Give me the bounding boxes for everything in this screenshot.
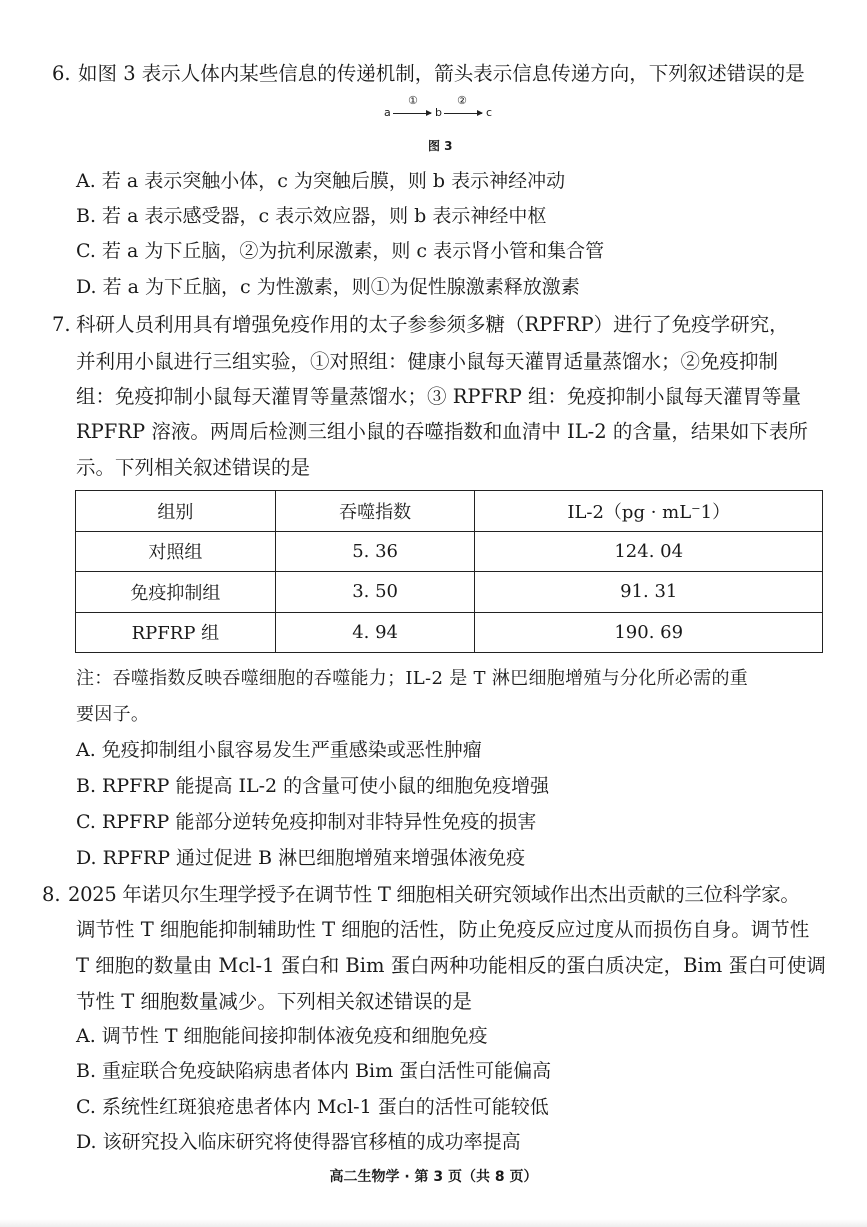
table-header: IL-2（pg · mL⁻1） <box>475 491 823 532</box>
table-cell: RPFRP 组 <box>76 612 276 653</box>
q6-option-d: D. 若 a 为下丘脑，c 为性激素，则①为促性腺激素释放激素 <box>76 276 580 298</box>
table-header: 吞噬指数 <box>275 491 475 532</box>
q7-option-d: D. RPFRP 通过促进 B 淋巴细胞增殖来增强体液免疫 <box>76 847 526 869</box>
table-cell: 3. 50 <box>275 572 475 613</box>
q8-option-c: C. 系统性红斑狼疮患者体内 Mcl-1 蛋白的活性可能较低 <box>76 1096 549 1118</box>
q6-option-b: B. 若 a 表示感受器，c 表示效应器，则 b 表示神经中枢 <box>76 205 547 227</box>
figure-arrow2-label: ② <box>457 94 467 107</box>
q8-option-a: A. 调节性 T 细胞能间接抑制体液免疫和细胞免疫 <box>76 1025 488 1047</box>
table-cell: 对照组 <box>76 531 276 572</box>
q7-option-c: C. RPFRP 能部分逆转免疫抑制对非特异性免疫的损害 <box>76 811 537 833</box>
table-cell: 190. 69 <box>475 612 823 653</box>
q7-option-b: B. RPFRP 能提高 IL-2 的含量可使小鼠的细胞免疫增强 <box>76 775 550 797</box>
figure-node-b: b <box>435 106 442 119</box>
results-table <box>75 490 823 653</box>
q7-note-line: 注：吞噬指数反映吞噬细胞的吞噬能力；IL-2 是 T 淋巴细胞增殖与分化所必需的重 <box>76 668 749 689</box>
q8-stem-line: 调节性 T 细胞能抑制辅助性 T 细胞的活性，防止免疫反应过度从而损伤自身。调节性 <box>76 918 810 941</box>
figure-node-c: c <box>486 106 493 119</box>
q6-stem: 如图 3 表示人体内某些信息的传递机制，箭头表示信息传递方向，下列叙述错误的是 <box>78 62 805 85</box>
q6-figure <box>378 94 498 128</box>
arrow-icon <box>444 113 482 114</box>
q6-number: 6. <box>52 62 71 85</box>
q8-option-b: B. 重症联合免疫缺陷病患者体内 Bim 蛋白活性可能偏高 <box>76 1060 552 1082</box>
q8-option-d: D. 该研究投入临床研究将使得器官移植的成功率提高 <box>76 1131 521 1153</box>
q7-stem-line: 科研人员利用具有增强免疫作用的太子参参须多糖（RPFRP）进行了免疫学研究， <box>76 313 789 336</box>
q7-option-a: A. 免疫抑制组小鼠容易发生严重感染或恶性肿瘤 <box>76 739 482 761</box>
table-header-row <box>76 491 823 532</box>
table-cell: 5. 36 <box>275 531 475 572</box>
table-cell: 124. 04 <box>475 531 823 572</box>
table-row <box>76 531 823 572</box>
q8-stem-line: 2025 年诺贝尔生理学授予在调节性 T 细胞相关研究领域作出杰出贡献的三位科学家。 <box>68 883 800 906</box>
figure-arrow1-label: ① <box>408 94 418 107</box>
page-edge-shadow <box>0 1219 867 1227</box>
table-cell: 91. 31 <box>475 572 823 613</box>
page-footer: 高二生物学 · 第 3 页（共 8 页） <box>329 1169 538 1185</box>
q7-stem-line: 并利用小鼠进行三组实验，①对照组：健康小鼠每天灌胃适量蒸馏水；②免疫抑制 <box>76 350 779 373</box>
q8-number: 8. <box>42 883 61 906</box>
q7-number: 7. <box>52 313 71 336</box>
q8-stem-line: 节性 T 细胞数量减少。下列相关叙述错误的是 <box>76 990 472 1013</box>
q6-option-a: A. 若 a 表示突触小体，c 为突触后膜，则 b 表示神经冲动 <box>76 170 566 192</box>
figure-caption: 图 3 <box>428 139 453 153</box>
q7-stem-line: RPFRP 溶液。两周后检测三组小鼠的吞噬指数和血清中 IL-2 的含量，结果如下表所 <box>76 420 808 443</box>
table-cell: 4. 94 <box>275 612 475 653</box>
table-header: 组别 <box>76 491 276 532</box>
q7-note-line: 要因子。 <box>76 704 150 725</box>
q7-stem-line: 组：免疫抑制小鼠每天灌胃等量蒸馏水；③ RPFRP 组：免疫抑制小鼠每天灌胃等量 <box>76 385 802 408</box>
figure-node-a: a <box>384 106 391 119</box>
q7-stem-line: 示。下列相关叙述错误的是 <box>76 456 311 479</box>
q6-option-c: C. 若 a 为下丘脑，②为抗利尿激素，则 c 表示肾小管和集合管 <box>76 240 605 262</box>
table-row <box>76 572 823 613</box>
arrow-icon <box>393 113 431 114</box>
table-cell: 免疫抑制组 <box>76 572 276 613</box>
table-row <box>76 612 823 653</box>
q8-stem-line: T 细胞的数量由 Mcl-1 蛋白和 Bim 蛋白两种功能相反的蛋白质决定，Bim 蛋白可使调 <box>76 954 826 977</box>
